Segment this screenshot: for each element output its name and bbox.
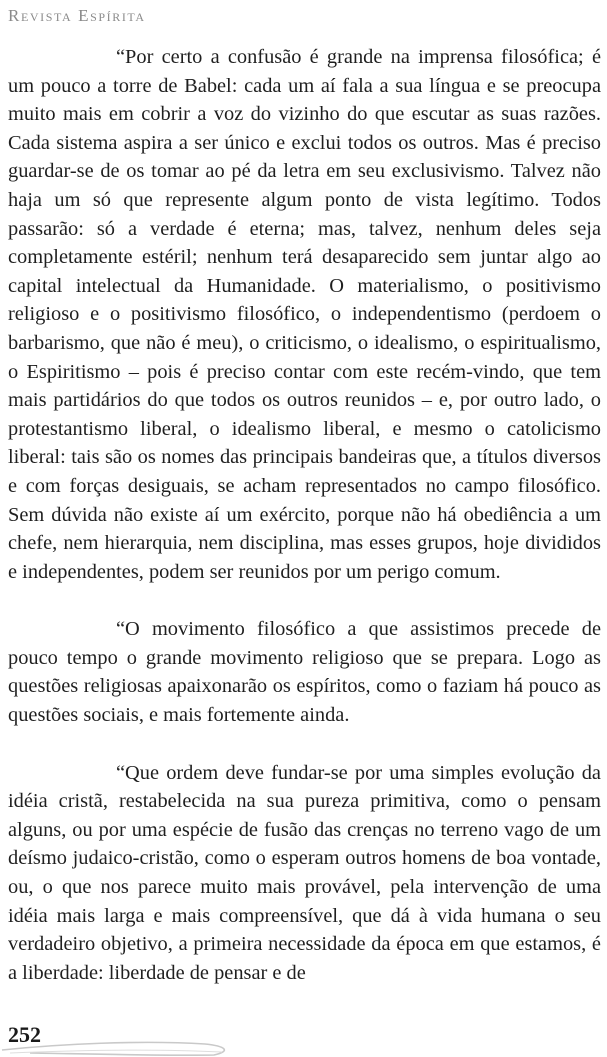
running-header: Revista Espírita: [8, 6, 146, 25]
paragraph-1: “Por certo a confusão é grande na imprensa filosófica; é um pouco a torre de Babel: cada um aí fala a sua língua e se preocupa muito mais em cobrir a voz do vizinho do que escutar as suas razões. Cada sistema aspira a ser único e exclui todos os outros. Mas é preciso guardar-se de os tomar ao pé da letra em seu exclusivismo. Talvez não haja um só que represente algum ponto de vista legítimo. Todos passarão: só a verdade é eterna; mas, talvez, nenhum deles seja completamente estéril; nenhum terá desaparecido sem juntar algo ao capital intelectual da Humanidade. O materialismo, o positivismo religioso e o positivismo filosófico, o independentismo (perdoem o barbarismo, que não é meu), o criticismo, o idealismo, o espiritualismo, o Espiritismo – pois é preciso contar com este recém-vindo, que tem mais partidários do que todos os outros reunidos – e, por outro lado, o protestantismo liberal, o idealismo liberal, e mesmo o catolicismo liberal: tais são os nomes das principais bandeiras que, a títulos diversos e com forças desiguais, se acham representados no campo filosófico. Sem dúvida não existe aí um exército, porque não há obediência a um chefe, nem hierarquia, nem disciplina, mas esses grupos, hoje divididos e independentes, podem ser reunidos por um perigo comum.: [8, 46, 601, 583]
paragraph-3: “Que ordem deve fundar-se por uma simples evolução da idéia cristã, restabelecida na sua pureza primitiva, como o pensam alguns, ou por uma espécie de fusão das crenças no terreno vago de um deísmo judaico-cristão, como o esperam outros homens de boa vontade, ou, o que nos parece muito mais provável, pela intervenção de uma idéia mais larga e mais compreensível, que dá à vida humana o seu verdadeiro objetivo, a primeira necessidade da época em que estamos, é a liberdade: liberdade de pensar e de: [8, 761, 601, 984]
page-body: [8, 43, 601, 987]
page-number: 252: [8, 1022, 41, 1047]
paragraph-2: “O movimento filosófico a que assistimos precede de pouco tempo o grande movimento religioso que se prepara. Logo as questões religiosas apaixonarão os espíritos, como o faziam há pouco as questões sociais, e mais fortemente ainda.: [8, 618, 601, 727]
